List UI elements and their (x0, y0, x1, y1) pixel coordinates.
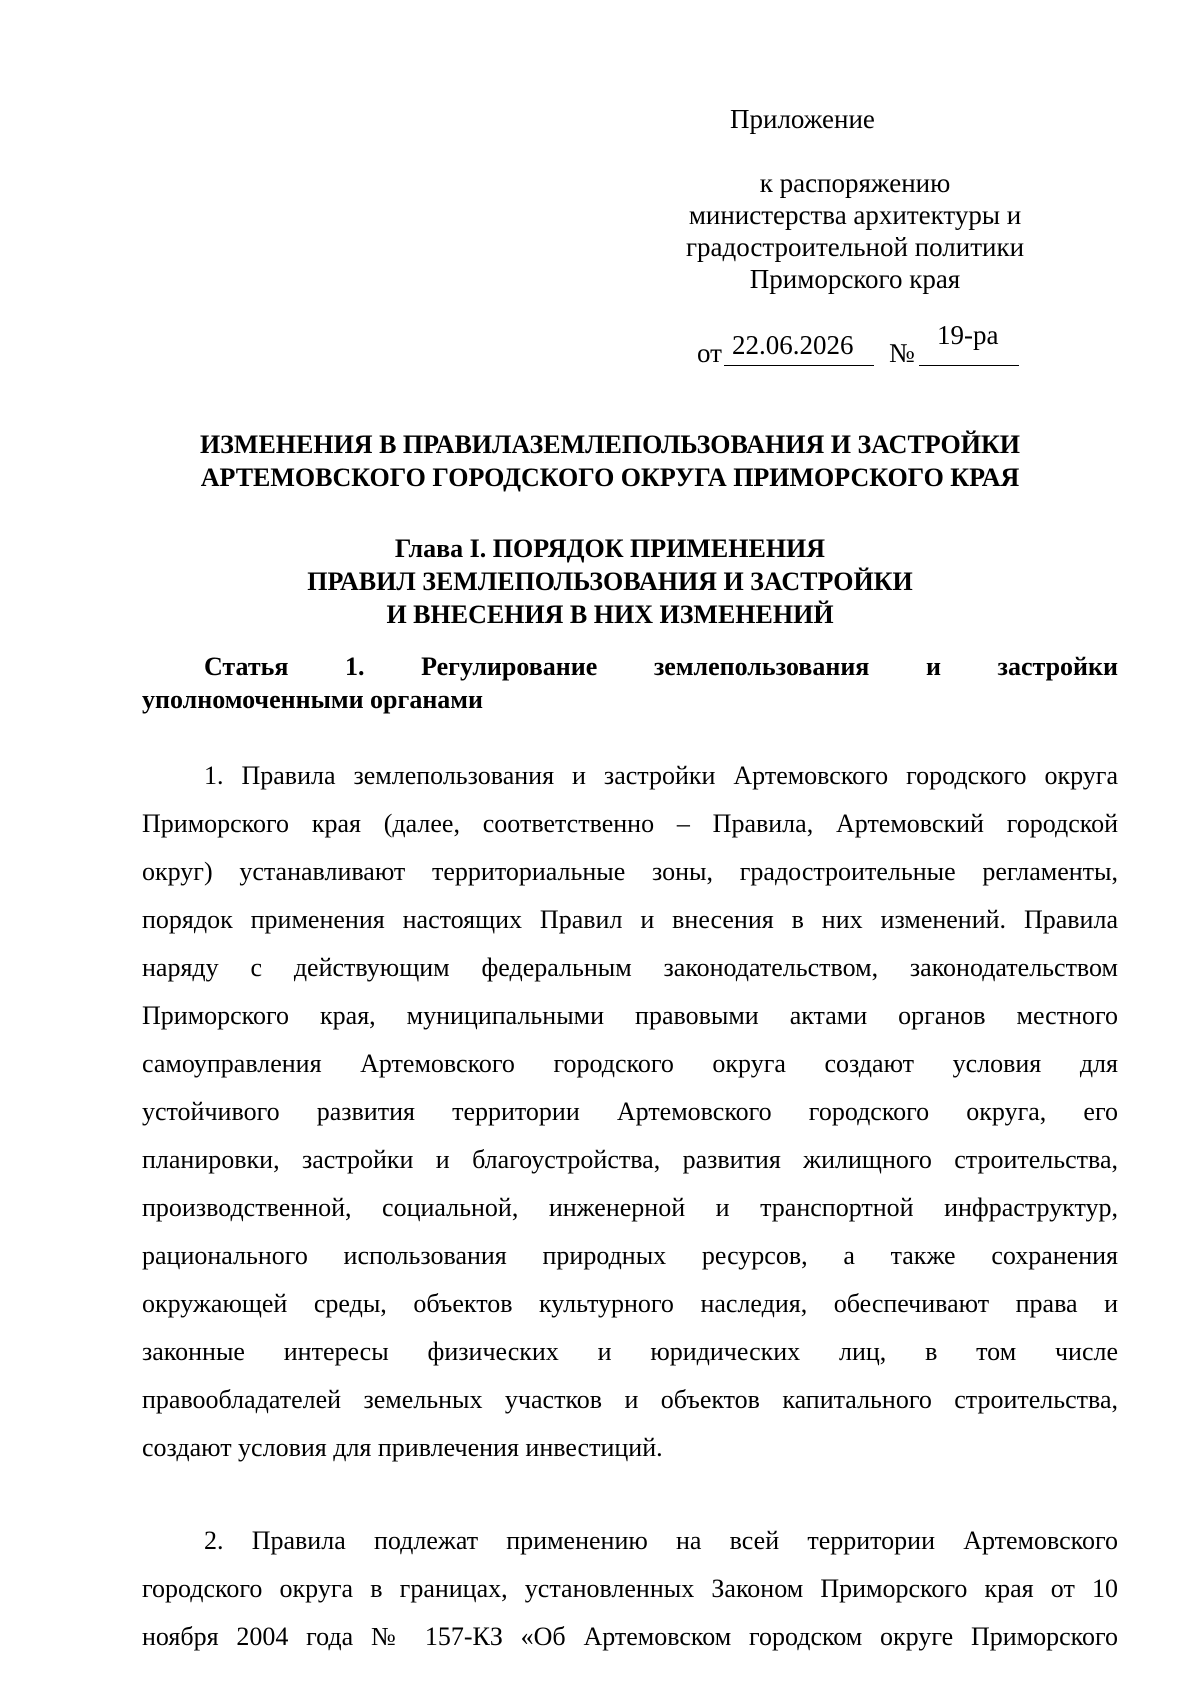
article-heading-word: застройки (997, 652, 1118, 681)
article-heading-word: Регулирование (421, 652, 598, 681)
paragraph-line: ноября 2004 года № 157-КЗ «Об Артемовском городском округе Приморского (142, 1622, 1118, 1651)
order-reference-line: Приморского края (749, 264, 961, 294)
paragraph-line: самоуправления Артемовского городского округа создают условия для (142, 1049, 1118, 1078)
paragraph-line: Приморского края (далее, соответственно – Правила, Артемовский городской (142, 809, 1118, 838)
paragraph-2 (142, 1517, 1118, 1661)
paragraph-line: создают условия для привлечения инвестиций. (142, 1433, 663, 1462)
paragraph-line: правообладателей земельных участков и объектов капитального строительства, (142, 1385, 1118, 1414)
article-heading-word: 1. (345, 652, 365, 681)
appendix-label: Приложение (730, 104, 875, 134)
paragraph-line: рационального использования природных ресурсов, а также сохранения (142, 1241, 1118, 1270)
paragraph-line: наряду с действующим федеральным законодательством, законодательством (142, 953, 1118, 982)
paragraph-line: устойчивого развития территории Артемовского городского округа, его (142, 1097, 1118, 1126)
order-date: 22.06.2026 (732, 330, 854, 360)
order-number: 19-ра (937, 320, 999, 350)
article-heading-word: землепользования (653, 652, 870, 681)
article-heading-word: Статья (204, 652, 289, 681)
article-heading-line: уполномоченными органами (142, 685, 483, 714)
paragraph-1 (142, 752, 1118, 1472)
order-number-field (919, 320, 1019, 366)
chapter-title-line: И ВНЕСЕНИЯ В НИХ ИЗМЕНЕНИЙ (386, 600, 834, 629)
article-heading-word: и (925, 652, 941, 681)
paragraph-line: планировки, застройки и благоустройства, развития жилищного строительства, (142, 1145, 1118, 1174)
date-prefix: от (697, 338, 722, 368)
order-date-number (697, 320, 1117, 368)
article-heading (142, 650, 1118, 716)
paragraph-line: округ) устанавливают территориальные зоны, градостроительные регламенты, (142, 857, 1118, 886)
chapter-title-line: Глава I. ПОРЯДОК ПРИМЕНЕНИЯ (394, 534, 826, 563)
order-reference-line: к распоряжению (759, 168, 951, 198)
paragraph-line: городского округа в границах, установленных Законом Приморского края от 10 (142, 1574, 1118, 1603)
paragraph-line: 2. Правила подлежат применению на всей территории Артемовского (204, 1526, 1118, 1555)
document-title-line: АРТЕМОВСКОГО ГОРОДСКОГО ОКРУГА ПРИМОРСКОГО КРАЯ (200, 463, 1020, 492)
paragraph-line: законные интересы физических и юридических лиц, в том числе (142, 1337, 1118, 1366)
order-date-field (724, 327, 874, 366)
paragraph-line: 1. Правила землепользования и застройки Артемовского городского округа (204, 761, 1118, 790)
paragraph-line: порядок применения настоящих Правил и внесения в них изменений. Правила (142, 905, 1118, 934)
number-sign: № (889, 338, 915, 368)
document-title-line: ИЗМЕНЕНИЯ В ПРАВИЛАЗЕМЛЕПОЛЬЗОВАНИЯ И ЗАСТРОЙКИ (199, 430, 1021, 459)
appendix-order-reference (660, 167, 1050, 295)
article-heading-line (142, 650, 1118, 683)
chapter-title (120, 532, 1100, 631)
chapter-title-line: ПРАВИЛ ЗЕМЛЕПОЛЬЗОВАНИЯ И ЗАСТРОЙКИ (307, 567, 913, 596)
paragraph-line: производственной, социальной, инженерной и транспортной инфраструктур, (142, 1193, 1118, 1222)
order-reference-line: министерства архитектуры и (688, 200, 1022, 230)
paragraph-line: Приморского края, муниципальными правовыми актами органов местного (142, 1001, 1118, 1030)
order-reference-line: градостроительной политики (685, 232, 1025, 262)
paragraph-line: окружающей среды, объектов культурного наследия, обеспечивают права и (142, 1289, 1118, 1318)
document-title (120, 428, 1100, 494)
